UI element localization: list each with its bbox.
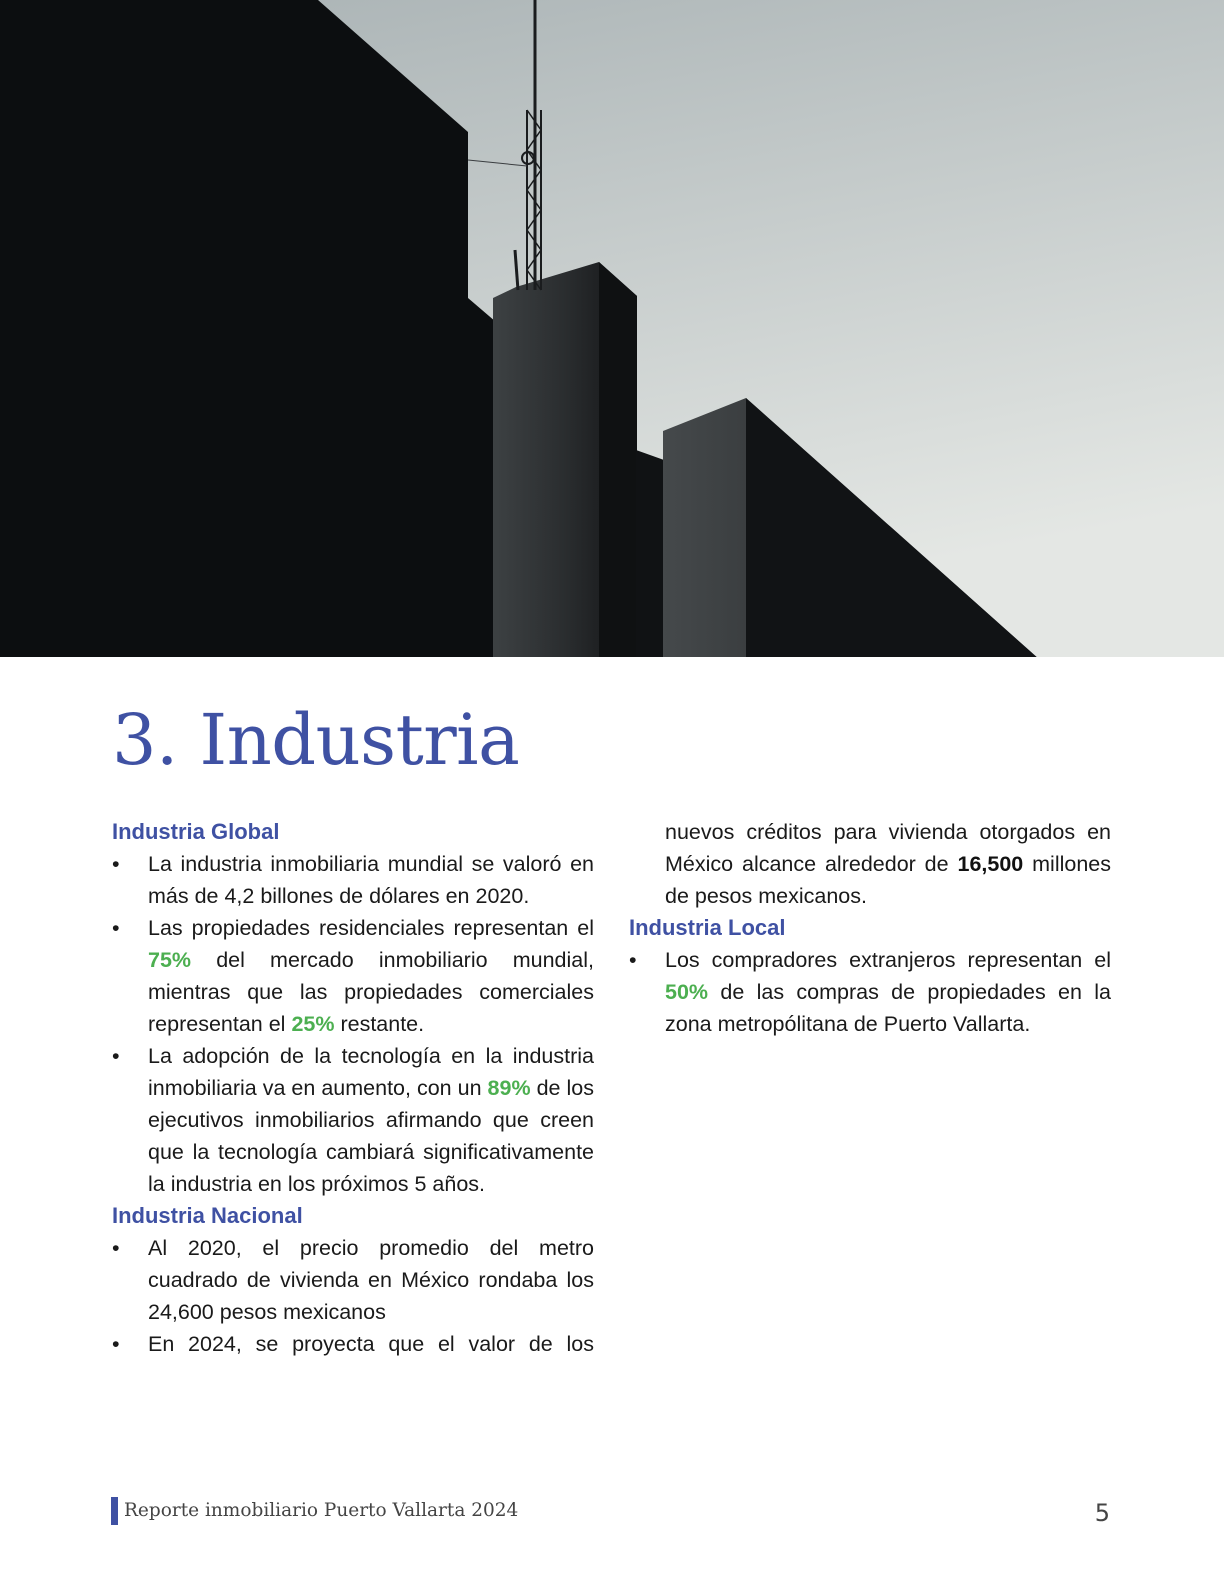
list-item (112, 1328, 594, 1360)
list-item (112, 1040, 594, 1200)
bullet-text: de las compras de propiedades en la zona metropólitana de Puerto Vallarta. (665, 980, 1111, 1036)
hero-image (0, 0, 1224, 657)
heading-industria-global: Industria Global (112, 819, 280, 844)
stat-highlight: 25% (291, 1012, 335, 1036)
list-item (112, 1232, 594, 1328)
stat-highlight: 89% (487, 1076, 531, 1100)
footer-accent-bar (111, 1497, 118, 1525)
bullet-text: millones de pesos mexicanos. (665, 852, 1111, 908)
left-column (112, 816, 594, 1360)
list-item-continuation (629, 816, 1111, 912)
page-title: 3. Industria (112, 699, 520, 781)
stat-highlight: 50% (665, 980, 709, 1004)
list-industria-global (112, 848, 594, 1200)
bullet-text: nuevos créditos para vivienda otorgados en México alcance alrededor de (665, 820, 1111, 876)
bullet-text: Los compradores extranjeros representan el (665, 948, 1111, 972)
stat-highlight: 75% (148, 948, 192, 972)
footer-report-title: Reporte inmobiliario Puerto Vallarta 2024 (124, 1500, 519, 1521)
bullet-text: En 2024, se proyecta que el valor de los (148, 1332, 594, 1356)
list-item (112, 912, 594, 1040)
list-industria-local (629, 944, 1111, 1040)
right-column (629, 816, 1111, 1040)
building-silhouette-photo (0, 0, 1224, 657)
heading-industria-local: Industria Local (629, 915, 786, 940)
page-number: 5 (1094, 1499, 1110, 1527)
bullet-text: La adopción de la tecnología en la industria inmobiliaria va en aumento, con un (148, 1044, 594, 1100)
bullet-text: La industria inmobiliaria mundial se valoró en más de 4,2 billones de dólares en 2020. (148, 852, 594, 908)
list-industria-nacional (112, 1232, 594, 1360)
list-item (112, 848, 594, 912)
list-item (629, 944, 1111, 1040)
bullet-text: de los ejecutivos inmobiliarios afirmando que creen que la tecnología cambiará significativamente la industria en los próximos 5 años. (148, 1076, 594, 1196)
bullet-text: del mercado inmobiliario mundial, mientras que las propiedades comerciales representan el (148, 948, 594, 1036)
stat-bold: 16,500 (957, 852, 1024, 876)
bullet-text: Las propiedades residenciales representan el (148, 916, 594, 940)
bullet-text: restante. (334, 1012, 425, 1036)
bullet-text: Al 2020, el precio promedio del metro cuadrado de vivienda en México rondaba los 24,600 pesos mexicanos (148, 1236, 594, 1324)
heading-industria-nacional: Industria Nacional (112, 1203, 303, 1228)
